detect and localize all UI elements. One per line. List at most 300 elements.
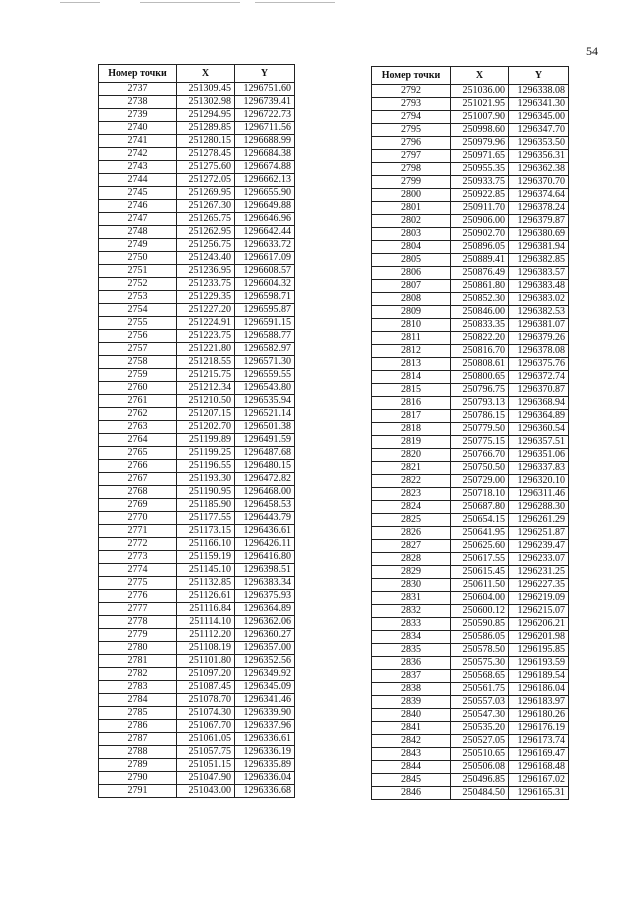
table-body-right <box>372 85 569 800</box>
cell-point-number: 2814 <box>372 371 451 384</box>
cell-y: 1296739.41 <box>235 96 295 109</box>
cell-point-number: 2771 <box>99 525 177 538</box>
cell-y: 1296336.68 <box>235 785 295 798</box>
table-row <box>372 475 569 488</box>
table-row <box>99 252 295 265</box>
cell-point-number: 2783 <box>99 681 177 694</box>
cell-y: 1296604.32 <box>235 278 295 291</box>
cell-x: 251210.50 <box>177 395 235 408</box>
cell-point-number: 2793 <box>372 98 451 111</box>
cell-point-number: 2757 <box>99 343 177 356</box>
cell-x: 251223.75 <box>177 330 235 343</box>
cell-y: 1296352.56 <box>235 655 295 668</box>
cell-x: 251101.80 <box>177 655 235 668</box>
cell-point-number: 2763 <box>99 421 177 434</box>
cell-point-number: 2777 <box>99 603 177 616</box>
table-row <box>372 293 569 306</box>
header-x: X <box>177 65 235 83</box>
cell-y: 1296487.68 <box>235 447 295 460</box>
cell-x: 251177.55 <box>177 512 235 525</box>
cell-point-number: 2784 <box>99 694 177 707</box>
table-row <box>372 618 569 631</box>
table-row <box>99 161 295 174</box>
table-row <box>372 709 569 722</box>
cell-x: 250561.75 <box>451 683 509 696</box>
cell-x: 250604.00 <box>451 592 509 605</box>
table-row <box>372 384 569 397</box>
cell-point-number: 2767 <box>99 473 177 486</box>
cell-point-number: 2794 <box>372 111 451 124</box>
cell-y: 1296382.85 <box>509 254 569 267</box>
cell-y: 1296722.73 <box>235 109 295 122</box>
cell-y: 1296337.96 <box>235 720 295 733</box>
table-row <box>372 267 569 280</box>
cell-point-number: 2804 <box>372 241 451 254</box>
table-row <box>372 670 569 683</box>
cell-y: 1296582.97 <box>235 343 295 356</box>
table-row <box>99 772 295 785</box>
table-row <box>99 200 295 213</box>
cell-point-number: 2816 <box>372 397 451 410</box>
coordinates-table-left <box>98 64 295 798</box>
page-number: 54 <box>586 44 598 58</box>
cell-point-number: 2752 <box>99 278 177 291</box>
cell-y: 1296684.38 <box>235 148 295 161</box>
cell-point-number: 2780 <box>99 642 177 655</box>
cell-point-number: 2785 <box>99 707 177 720</box>
cell-x: 250846.00 <box>451 306 509 319</box>
cell-y: 1296336.19 <box>235 746 295 759</box>
cell-x: 251047.90 <box>177 772 235 785</box>
cell-y: 1296180.26 <box>509 709 569 722</box>
table-row <box>99 213 295 226</box>
cell-point-number: 2805 <box>372 254 451 267</box>
table-row <box>372 345 569 358</box>
cell-point-number: 2802 <box>372 215 451 228</box>
cell-y: 1296288.30 <box>509 501 569 514</box>
table-row <box>372 189 569 202</box>
cell-point-number: 2809 <box>372 306 451 319</box>
cell-y: 1296655.90 <box>235 187 295 200</box>
cell-point-number: 2810 <box>372 319 451 332</box>
coordinates-table-right <box>371 66 569 800</box>
cell-x: 250922.85 <box>451 189 509 202</box>
cell-y: 1296649.88 <box>235 200 295 213</box>
table-row <box>99 642 295 655</box>
cell-y: 1296370.87 <box>509 384 569 397</box>
cell-x: 251267.30 <box>177 200 235 213</box>
table-row <box>372 215 569 228</box>
cell-x: 251108.19 <box>177 642 235 655</box>
cell-x: 251256.75 <box>177 239 235 252</box>
cell-x: 250729.00 <box>451 475 509 488</box>
table-row <box>99 226 295 239</box>
cell-point-number: 2774 <box>99 564 177 577</box>
cell-x: 250535.20 <box>451 722 509 735</box>
cell-x: 251087.45 <box>177 681 235 694</box>
cell-x: 250506.08 <box>451 761 509 774</box>
cell-y: 1296591.15 <box>235 317 295 330</box>
cell-y: 1296193.59 <box>509 657 569 670</box>
cell-x: 251221.80 <box>177 343 235 356</box>
cell-x: 250625.60 <box>451 540 509 553</box>
cell-x: 250852.30 <box>451 293 509 306</box>
cell-x: 250510.65 <box>451 748 509 761</box>
cell-x: 251114.10 <box>177 616 235 629</box>
cell-point-number: 2745 <box>99 187 177 200</box>
cell-x: 251218.55 <box>177 356 235 369</box>
table-row <box>99 317 295 330</box>
table-row <box>99 174 295 187</box>
cell-y: 1296215.07 <box>509 605 569 618</box>
cell-x: 251272.05 <box>177 174 235 187</box>
cell-point-number: 2772 <box>99 538 177 551</box>
table-row <box>372 423 569 436</box>
cell-x: 250822.20 <box>451 332 509 345</box>
cell-x: 250590.85 <box>451 618 509 631</box>
header-y: Y <box>235 65 295 83</box>
cell-point-number: 2764 <box>99 434 177 447</box>
cell-y: 1296357.51 <box>509 436 569 449</box>
cell-point-number: 2773 <box>99 551 177 564</box>
cell-point-number: 2844 <box>372 761 451 774</box>
cell-point-number: 2845 <box>372 774 451 787</box>
cell-y: 1296598.71 <box>235 291 295 304</box>
cell-y: 1296608.57 <box>235 265 295 278</box>
cell-point-number: 2819 <box>372 436 451 449</box>
cell-x: 250793.13 <box>451 397 509 410</box>
cell-x: 250911.70 <box>451 202 509 215</box>
cell-y: 1296337.83 <box>509 462 569 475</box>
cell-y: 1296383.57 <box>509 267 569 280</box>
cell-y: 1296383.34 <box>235 577 295 590</box>
cell-x: 251233.75 <box>177 278 235 291</box>
cell-y: 1296336.04 <box>235 772 295 785</box>
table-row <box>99 512 295 525</box>
table-row <box>372 85 569 98</box>
table-row <box>99 434 295 447</box>
cell-y: 1296335.89 <box>235 759 295 772</box>
cell-x: 251036.00 <box>451 85 509 98</box>
cell-x: 251294.95 <box>177 109 235 122</box>
cell-x: 250484.50 <box>451 787 509 800</box>
cell-y: 1296383.02 <box>509 293 569 306</box>
cell-y: 1296183.97 <box>509 696 569 709</box>
cell-x: 250971.65 <box>451 150 509 163</box>
cell-y: 1296559.55 <box>235 369 295 382</box>
cell-point-number: 2823 <box>372 488 451 501</box>
table-row <box>372 371 569 384</box>
cell-point-number: 2822 <box>372 475 451 488</box>
cell-x: 251269.95 <box>177 187 235 200</box>
table-row <box>99 538 295 551</box>
table-row <box>372 410 569 423</box>
cell-y: 1296362.38 <box>509 163 569 176</box>
cell-y: 1296378.24 <box>509 202 569 215</box>
table-row <box>99 720 295 733</box>
table-row <box>372 748 569 761</box>
table-row <box>99 356 295 369</box>
table-row <box>372 111 569 124</box>
cell-y: 1296357.00 <box>235 642 295 655</box>
cell-point-number: 2749 <box>99 239 177 252</box>
cell-point-number: 2768 <box>99 486 177 499</box>
table-row <box>99 96 295 109</box>
cell-point-number: 2843 <box>372 748 451 761</box>
cell-x: 251243.40 <box>177 252 235 265</box>
cell-x: 250496.85 <box>451 774 509 787</box>
cell-point-number: 2760 <box>99 382 177 395</box>
table-row <box>372 306 569 319</box>
cell-y: 1296571.30 <box>235 356 295 369</box>
table-row <box>99 759 295 772</box>
cell-point-number: 2781 <box>99 655 177 668</box>
cell-y: 1296711.56 <box>235 122 295 135</box>
cell-x: 251207.15 <box>177 408 235 421</box>
cell-x: 250998.60 <box>451 124 509 137</box>
table-row <box>99 343 295 356</box>
cell-point-number: 2789 <box>99 759 177 772</box>
cell-x: 250527.05 <box>451 735 509 748</box>
cell-y: 1296311.46 <box>509 488 569 501</box>
cell-point-number: 2743 <box>99 161 177 174</box>
cell-y: 1296491.59 <box>235 434 295 447</box>
cell-x: 250800.65 <box>451 371 509 384</box>
cell-x: 250718.10 <box>451 488 509 501</box>
cell-y: 1296436.61 <box>235 525 295 538</box>
table-row <box>372 176 569 189</box>
cell-y: 1296251.87 <box>509 527 569 540</box>
scan-artifact-line <box>140 2 240 3</box>
table-row <box>372 605 569 618</box>
cell-x: 251116.84 <box>177 603 235 616</box>
cell-y: 1296381.94 <box>509 241 569 254</box>
cell-x: 251126.61 <box>177 590 235 603</box>
cell-x: 251309.45 <box>177 83 235 96</box>
cell-point-number: 2778 <box>99 616 177 629</box>
table-row <box>99 278 295 291</box>
cell-y: 1296347.70 <box>509 124 569 137</box>
table-row <box>372 683 569 696</box>
cell-point-number: 2827 <box>372 540 451 553</box>
cell-point-number: 2756 <box>99 330 177 343</box>
cell-x: 250896.05 <box>451 241 509 254</box>
table-row <box>372 163 569 176</box>
cell-y: 1296379.26 <box>509 332 569 345</box>
cell-y: 1296167.02 <box>509 774 569 787</box>
cell-y: 1296261.29 <box>509 514 569 527</box>
cell-x: 250617.55 <box>451 553 509 566</box>
cell-point-number: 2790 <box>99 772 177 785</box>
cell-point-number: 2739 <box>99 109 177 122</box>
table-row <box>99 655 295 668</box>
cell-y: 1296206.21 <box>509 618 569 631</box>
table-row <box>99 408 295 421</box>
cell-point-number: 2787 <box>99 733 177 746</box>
cell-point-number: 2801 <box>372 202 451 215</box>
cell-y: 1296186.04 <box>509 683 569 696</box>
cell-point-number: 2840 <box>372 709 451 722</box>
cell-x: 250775.15 <box>451 436 509 449</box>
header-y: Y <box>509 67 569 85</box>
cell-point-number: 2747 <box>99 213 177 226</box>
cell-point-number: 2799 <box>372 176 451 189</box>
table-row <box>99 330 295 343</box>
cell-y: 1296195.85 <box>509 644 569 657</box>
cell-y: 1296521.14 <box>235 408 295 421</box>
cell-y: 1296353.50 <box>509 137 569 150</box>
cell-y: 1296382.53 <box>509 306 569 319</box>
cell-x: 250750.50 <box>451 462 509 475</box>
cell-point-number: 2742 <box>99 148 177 161</box>
cell-y: 1296374.64 <box>509 189 569 202</box>
cell-point-number: 2828 <box>372 553 451 566</box>
cell-x: 251132.85 <box>177 577 235 590</box>
table-row <box>99 616 295 629</box>
table-row <box>99 629 295 642</box>
table-row <box>372 787 569 800</box>
cell-y: 1296383.48 <box>509 280 569 293</box>
cell-y: 1296339.90 <box>235 707 295 720</box>
table-row <box>372 137 569 150</box>
cell-point-number: 2753 <box>99 291 177 304</box>
cell-point-number: 2806 <box>372 267 451 280</box>
cell-x: 250600.12 <box>451 605 509 618</box>
table-row <box>99 239 295 252</box>
table-row <box>99 304 295 317</box>
cell-point-number: 2835 <box>372 644 451 657</box>
cell-x: 251212.34 <box>177 382 235 395</box>
cell-point-number: 2746 <box>99 200 177 213</box>
cell-y: 1296468.00 <box>235 486 295 499</box>
cell-x: 251190.95 <box>177 486 235 499</box>
table-row <box>99 681 295 694</box>
cell-x: 251265.75 <box>177 213 235 226</box>
cell-point-number: 2812 <box>372 345 451 358</box>
cell-x: 250654.15 <box>451 514 509 527</box>
cell-y: 1296360.54 <box>509 423 569 436</box>
table-row <box>99 395 295 408</box>
cell-point-number: 2738 <box>99 96 177 109</box>
table-row <box>99 551 295 564</box>
cell-x: 251097.20 <box>177 668 235 681</box>
cell-y: 1296372.74 <box>509 371 569 384</box>
table-row <box>99 694 295 707</box>
cell-x: 251280.15 <box>177 135 235 148</box>
cell-y: 1296233.07 <box>509 553 569 566</box>
cell-point-number: 2759 <box>99 369 177 382</box>
cell-x: 250611.50 <box>451 579 509 592</box>
cell-point-number: 2807 <box>372 280 451 293</box>
table-row <box>99 525 295 538</box>
cell-point-number: 2755 <box>99 317 177 330</box>
cell-y: 1296472.82 <box>235 473 295 486</box>
cell-x: 250578.50 <box>451 644 509 657</box>
cell-point-number: 2796 <box>372 137 451 150</box>
table-row <box>99 148 295 161</box>
cell-x: 250766.70 <box>451 449 509 462</box>
cell-y: 1296370.70 <box>509 176 569 189</box>
table-row <box>372 241 569 254</box>
scan-artifact-line <box>255 2 335 3</box>
cell-x: 250615.45 <box>451 566 509 579</box>
cell-point-number: 2751 <box>99 265 177 278</box>
table-row <box>372 579 569 592</box>
cell-point-number: 2839 <box>372 696 451 709</box>
cell-point-number: 2825 <box>372 514 451 527</box>
cell-x: 251302.98 <box>177 96 235 109</box>
table-row <box>99 187 295 200</box>
table-row <box>99 122 295 135</box>
table-row <box>99 746 295 759</box>
table-row <box>99 668 295 681</box>
table-row <box>372 228 569 241</box>
table-row <box>372 735 569 748</box>
cell-y: 1296375.93 <box>235 590 295 603</box>
table-row <box>99 265 295 278</box>
cell-x: 251057.75 <box>177 746 235 759</box>
header-point-number: Номер точки <box>372 67 451 85</box>
cell-x: 251173.15 <box>177 525 235 538</box>
cell-x: 251078.70 <box>177 694 235 707</box>
cell-x: 250876.49 <box>451 267 509 280</box>
cell-x: 251202.70 <box>177 421 235 434</box>
table-row <box>372 527 569 540</box>
cell-point-number: 2832 <box>372 605 451 618</box>
cell-x: 250816.70 <box>451 345 509 358</box>
table-row <box>99 785 295 798</box>
cell-y: 1296368.94 <box>509 397 569 410</box>
cell-point-number: 2821 <box>372 462 451 475</box>
cell-point-number: 2762 <box>99 408 177 421</box>
cell-point-number: 2833 <box>372 618 451 631</box>
cell-point-number: 2826 <box>372 527 451 540</box>
cell-x: 250889.41 <box>451 254 509 267</box>
table-row <box>372 319 569 332</box>
table-row <box>99 603 295 616</box>
cell-y: 1296662.13 <box>235 174 295 187</box>
scan-artifact-line <box>60 2 100 3</box>
table-row <box>372 358 569 371</box>
cell-point-number: 2797 <box>372 150 451 163</box>
cell-y: 1296642.44 <box>235 226 295 239</box>
table-row <box>372 332 569 345</box>
table-row <box>372 566 569 579</box>
table-row <box>372 514 569 527</box>
cell-y: 1296398.51 <box>235 564 295 577</box>
cell-point-number: 2769 <box>99 499 177 512</box>
cell-point-number: 2841 <box>372 722 451 735</box>
cell-x: 250955.35 <box>451 163 509 176</box>
cell-x: 251199.89 <box>177 434 235 447</box>
cell-point-number: 2786 <box>99 720 177 733</box>
cell-point-number: 2748 <box>99 226 177 239</box>
cell-x: 251007.90 <box>451 111 509 124</box>
cell-x: 250933.75 <box>451 176 509 189</box>
table-row <box>372 644 569 657</box>
cell-y: 1296379.87 <box>509 215 569 228</box>
cell-x: 251227.20 <box>177 304 235 317</box>
table-row <box>99 291 295 304</box>
table-row <box>99 733 295 746</box>
cell-point-number: 2831 <box>372 592 451 605</box>
cell-y: 1296364.89 <box>235 603 295 616</box>
table-row <box>99 473 295 486</box>
cell-point-number: 2792 <box>372 85 451 98</box>
table-row <box>99 83 295 96</box>
table-row <box>99 499 295 512</box>
cell-y: 1296168.48 <box>509 761 569 774</box>
